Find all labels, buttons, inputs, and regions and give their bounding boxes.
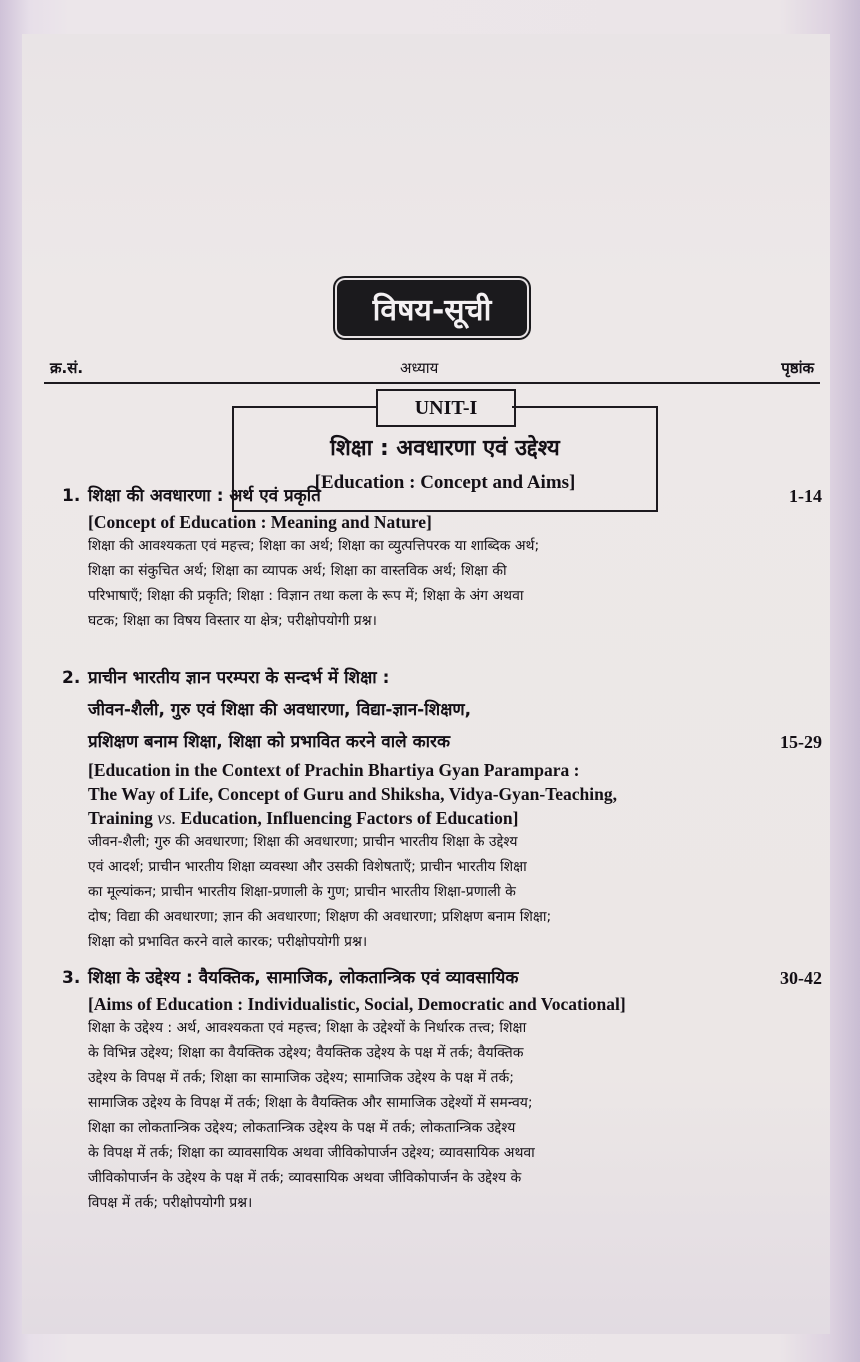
entry-topics <box>88 534 728 634</box>
topics-line: विपक्ष में तर्क; परीक्षोपयोगी प्रश्न। <box>88 1195 253 1211</box>
topics-line: शिक्षा को प्रभावित करने वाले कारक; परीक्षोपयोगी प्रश्न। <box>88 934 368 950</box>
header-chapter: अध्याय <box>400 359 439 377</box>
table-header <box>44 354 820 384</box>
entry-topics <box>88 830 728 955</box>
entry-title-english: [Aims of Education : Individualistic, Social, Democratic and Vocational] <box>88 994 626 1014</box>
entry-title-english-line: Training vs. Education, Influencing Factors of Education] <box>88 808 519 828</box>
entry-number: 2. <box>62 668 81 688</box>
document-page <box>22 34 830 1334</box>
topics-line: शिक्षा का लोकतान्त्रिक उद्देश्य; लोकतान्त्रिक उद्देश्य के पक्ष में तर्क; लोकतान्त्रिक उद्देश्य <box>88 1120 516 1136</box>
toc-entry-2 <box>62 662 822 955</box>
entry-number: 3. <box>62 968 81 988</box>
entry-title-english-line: [Education in the Context of Prachin Bhartiya Gyan Parampara : <box>88 760 580 780</box>
topics-line: के विपक्ष में तर्क; शिक्षा का व्यावसायिक अथवा जीविकोपार्जन उद्देश्य; व्यावसायिक अथवा <box>88 1145 535 1161</box>
entry-pages: 1-14 <box>789 486 822 506</box>
italic-vs: vs. <box>157 808 177 828</box>
header-serial: क्र.सं. <box>50 359 84 377</box>
entry-title-english-line: The Way of Life, Concept of Guru and Shiksha, Vidya-Gyan-Teaching, <box>88 784 617 804</box>
toc-entry-3 <box>62 964 822 1216</box>
entry-topics <box>88 1016 728 1216</box>
entry-title-hindi: जीवन-शैली, गुरु एवं शिक्षा की अवधारणा, विद्या-ज्ञान-शिक्षण, <box>88 700 472 720</box>
entry-title-english <box>88 758 822 830</box>
entry-title-hindi: शिक्षा के उद्देश्य : वैयक्तिक, सामाजिक, लोकतान्त्रिक एवं व्यावसायिक <box>88 968 519 988</box>
topics-line: उद्देश्य के विपक्ष में तर्क; शिक्षा का सामाजिक उद्देश्य; सामाजिक उद्देश्य के पक्ष में तर्क; <box>88 1070 515 1086</box>
entry-title-english: [Concept of Education : Meaning and Nature] <box>88 512 432 532</box>
contents-title-box <box>337 280 527 336</box>
entry-title-hindi: प्रशिक्षण बनाम शिक्षा, शिक्षा को प्रभावित करने वाले कारक <box>88 732 451 752</box>
entry-pages: 15-29 <box>780 732 822 752</box>
unit-title-hindi: शिक्षा : अवधारणा एवं उद्देश्य <box>330 436 560 461</box>
topics-line: शिक्षा की आवश्यकता एवं महत्त्व; शिक्षा का अर्थ; शिक्षा का व्युत्पत्तिपरक या शाब्दिक अर्थ; <box>88 538 540 554</box>
toc-entry-1 <box>62 482 822 634</box>
topics-line: का मूल्यांकन; प्राचीन भारतीय शिक्षा-प्रणाली के गुण; प्राचीन भारतीय शिक्षा-प्रणाली के <box>88 884 516 900</box>
entry-title-hindi: प्राचीन भारतीय ज्ञान परम्परा के सन्दर्भ में शिक्षा : <box>88 668 390 688</box>
topics-line: शिक्षा के उद्देश्य : अर्थ, आवश्यकता एवं महत्त्व; शिक्षा के उद्देश्यों के निर्धारक तत्त्व; शिक्षा <box>88 1020 527 1036</box>
topics-line: जीविकोपार्जन के उद्देश्य के पक्ष में तर्क; व्यावसायिक अथवा जीविकोपार्जन के उद्देश्य के <box>88 1170 522 1186</box>
topics-line: परिभाषाएँ; शिक्षा की प्रकृति; शिक्षा : विज्ञान तथा कला के रूप में; शिक्षा के अंग अथवा <box>88 588 524 604</box>
topics-line: जीवन-शैली; गुरु की अवधारणा; शिक्षा की अवधारणा; प्राचीन भारतीय शिक्षा के उद्देश्य <box>88 834 518 850</box>
topics-line: घटक; शिक्षा का विषय विस्तार या क्षेत्र; परीक्षोपयोगी प्रश्न। <box>88 613 377 629</box>
header-page: पृष्ठांक <box>781 359 814 377</box>
topics-line: सामाजिक उद्देश्य के विपक्ष में तर्क; शिक्षा के वैयक्तिक और सामाजिक उद्देश्यों में समन्वय; <box>88 1095 533 1111</box>
topics-line: शिक्षा का संकुचित अर्थ; शिक्षा का व्यापक अर्थ; शिक्षा का वास्तविक अर्थ; शिक्षा की <box>88 563 507 579</box>
topics-line: के विभिन्न उद्देश्य; शिक्षा का वैयक्तिक उद्देश्य; वैयक्तिक उद्देश्य के पक्ष में तर्क; वैयक्तिक <box>88 1045 524 1061</box>
contents-title: विषय-सूची <box>372 292 492 328</box>
unit-title-english: [Education : Concept and Aims] <box>314 472 576 493</box>
topics-line: दोष; विद्या की अवधारणा; ज्ञान की अवधारणा; शिक्षण की अवधारणा; प्रशिक्षण बनाम शिक्षा; <box>88 909 552 925</box>
entry-number: 1. <box>62 486 81 506</box>
entry-pages: 30-42 <box>780 968 822 988</box>
topics-line: एवं आदर्श; प्राचीन भारतीय शिक्षा व्यवस्था और उसकी विशेषताएँ; प्राचीन भारतीय शिक्षा <box>88 859 527 875</box>
entry-title-hindi: शिक्षा की अवधारणा : अर्थ एवं प्रकृति <box>88 486 321 506</box>
unit-label: UNIT-I <box>376 389 516 427</box>
